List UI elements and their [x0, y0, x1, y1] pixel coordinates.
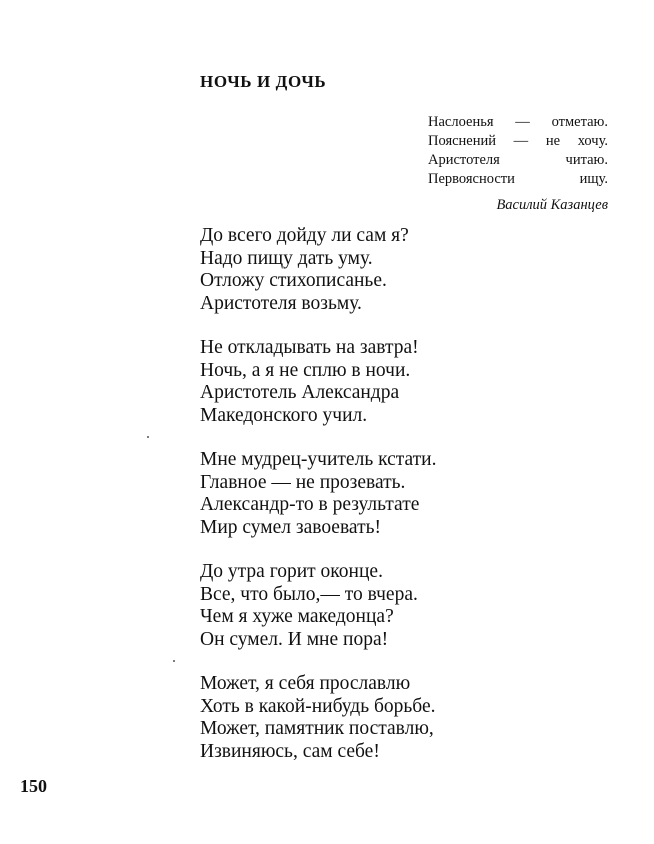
verse-line: Может, памятник поставлю, — [200, 718, 434, 739]
stanza-1 — [200, 225, 560, 315]
stanza-3 — [200, 449, 560, 539]
print-speck — [173, 660, 175, 662]
epigraph-line: Аристотеля читаю. — [428, 152, 608, 168]
verse-line: Аристотель Александра — [200, 382, 400, 403]
verse-line: Александр-то в результате — [200, 494, 420, 515]
verse-line: Он сумел. И мне пора! — [200, 628, 389, 650]
verse-line: Мне мудрец-учитель кстати. — [200, 449, 437, 470]
page-number: 150 — [20, 776, 47, 796]
verse-line: Македонского учил. — [200, 404, 368, 426]
epigraph — [428, 113, 608, 215]
verse-line: Чем я хуже македонца? — [200, 606, 394, 627]
epigraph-line: Наслоенья — отметаю. — [428, 114, 608, 130]
verse-line: Все, что было,— то вчера. — [200, 583, 418, 605]
print-speck — [147, 436, 149, 438]
verse-line: Может, я себя прославлю — [200, 673, 411, 694]
verse-line: Ночь, а я не сплю в ночи. — [200, 359, 411, 381]
verse-line: Надо пищу дать уму. — [200, 247, 373, 269]
verse-line: Извиняюсь, сам себе! — [200, 740, 380, 762]
epigraph-line: Первоясности ищу. — [428, 171, 608, 187]
poem-title: НОЧЬ И ДОЧЬ — [200, 72, 327, 91]
stanza-5 — [200, 673, 560, 763]
verse-line: До всего дойду ли сам я? — [200, 225, 409, 246]
stanza-2 — [200, 337, 560, 427]
verse-line: Мир сумел завоевать! — [200, 516, 381, 538]
verse-line: Аристотеля возьму. — [200, 292, 362, 314]
epigraph-line: Пояснений — не хочу. — [428, 133, 608, 149]
verse-line: Не откладывать на завтра! — [200, 337, 419, 358]
verse-line: До утра горит оконце. — [200, 561, 383, 582]
verse-line: Отложу стихописанье. — [200, 270, 387, 291]
verse-line: Хоть в какой-нибудь борьбе. — [200, 695, 436, 717]
verse-line: Главное — не прозевать. — [200, 471, 406, 493]
stanza-4 — [200, 561, 560, 651]
epigraph-author: Василий Казанцев — [496, 197, 608, 213]
poem-body — [200, 225, 560, 785]
